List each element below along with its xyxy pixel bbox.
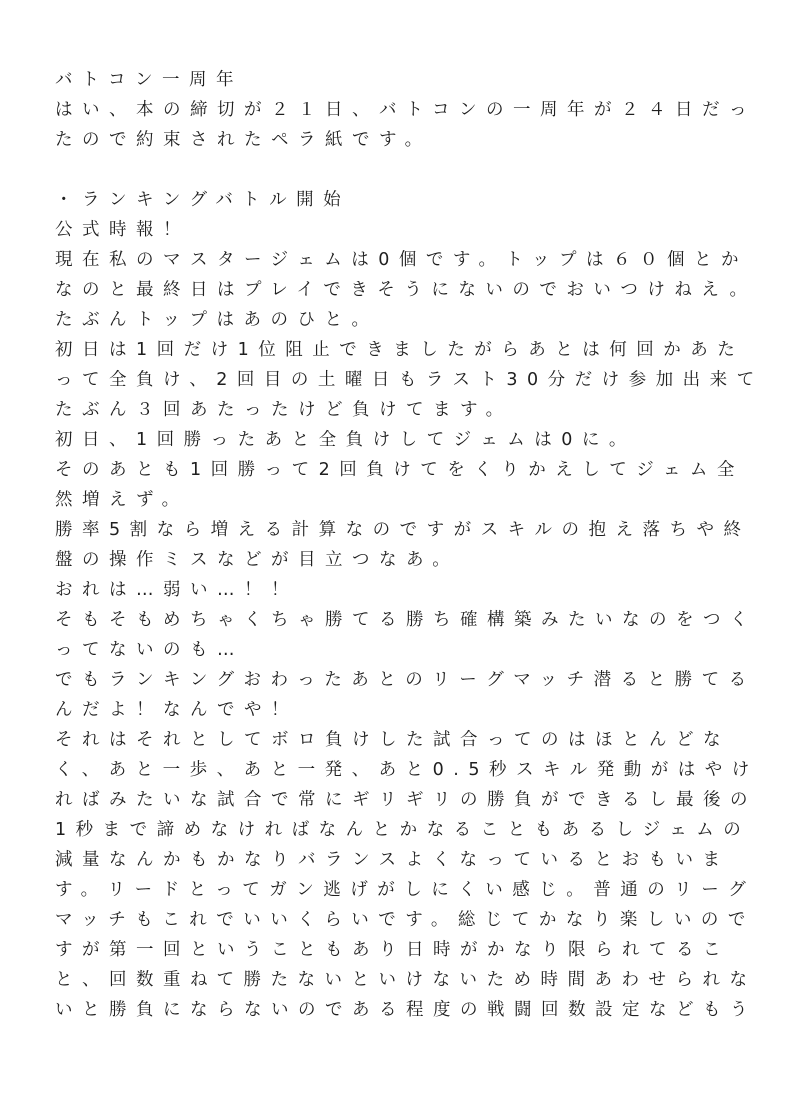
text-line: 盤の操作ミスなどが目立つなあ。 xyxy=(55,550,460,570)
text-line: たぶん３回あたったけど負けてます。 xyxy=(55,400,513,420)
text-line: 勝率5割なら増える計算なのですがスキルの抱え落ちや終 xyxy=(55,520,751,540)
text-line: 然増えず。 xyxy=(55,490,189,510)
text-line: って全負け、2回目の土曜日もラスト30分だけ参加出来て xyxy=(55,370,764,390)
text-line: 初日は1回だけ1位阻止できましたがらあとは何回かあた xyxy=(55,340,745,360)
text-line: ・ランキングバトル開始 xyxy=(55,190,351,210)
text-line: たので約束されたペラ紙です。 xyxy=(55,130,432,150)
text-line: 初日、1回勝ったあと全負けしてジェムは0に。 xyxy=(55,430,636,450)
text-line: 1秒まで諦めなければなんとかなることもあるしジェムの xyxy=(55,820,751,840)
text-line: そのあとも1回勝って2回負けてをくりかえしてジェム全 xyxy=(55,460,744,480)
text-line: たぶんトップはあのひと。 xyxy=(55,310,379,330)
text-line: なのと最終日はプレイできそうにないのでおいつけねえ。 xyxy=(55,280,757,300)
text-line: マッチもこれでいいくらいです。総じてかなり楽しいので xyxy=(55,910,755,930)
text-line: 減量なんかもかなりバランスよくなっているとおもいま xyxy=(55,850,730,870)
text-line: ればみたいな試合で常にギリギリの勝負ができるし最後の xyxy=(55,790,757,810)
text-line: んだよ！なんでや！ xyxy=(55,700,298,720)
text-line: おれは…弱い…！！ xyxy=(55,580,298,600)
text-line: いと勝負にならないのである程度の戦闘回数設定などもう xyxy=(55,1000,757,1020)
text-line: ってないのも… xyxy=(55,640,244,660)
text-line: く、あと一歩、あと一発、あと0.5秒スキル発動がはやけ xyxy=(55,760,759,780)
text-line: 現在私のマスタージェムは0個です。トップは６０個とか xyxy=(55,250,749,270)
text-line: す。リードとってガン逃げがしにくい感じ。普通のリーグ xyxy=(55,880,756,900)
text-line: はい、本の締切が２１日、バトコンの一周年が２４日だっ xyxy=(55,100,756,120)
text-line: そもそもめちゃくちゃ勝てる勝ち確構築みたいなのをつく xyxy=(55,610,757,630)
text-line: でもランキングおわったあとのリーグマッチ潜ると勝てる xyxy=(55,670,756,690)
text-line: と、回数重ねて勝たないといけないため時間あわせられな xyxy=(55,970,757,990)
document-text-block xyxy=(55,65,772,1025)
text-line xyxy=(55,155,772,185)
text-line: すが第一回ということもあり日時がかなり限られてるこ xyxy=(55,940,730,960)
text-line: それはそれとしてボロ負けした試合ってのはほとんどな xyxy=(55,730,730,750)
document-title-line: バトコン一周年 xyxy=(55,70,243,90)
text-line: 公式時報！ xyxy=(55,220,190,240)
